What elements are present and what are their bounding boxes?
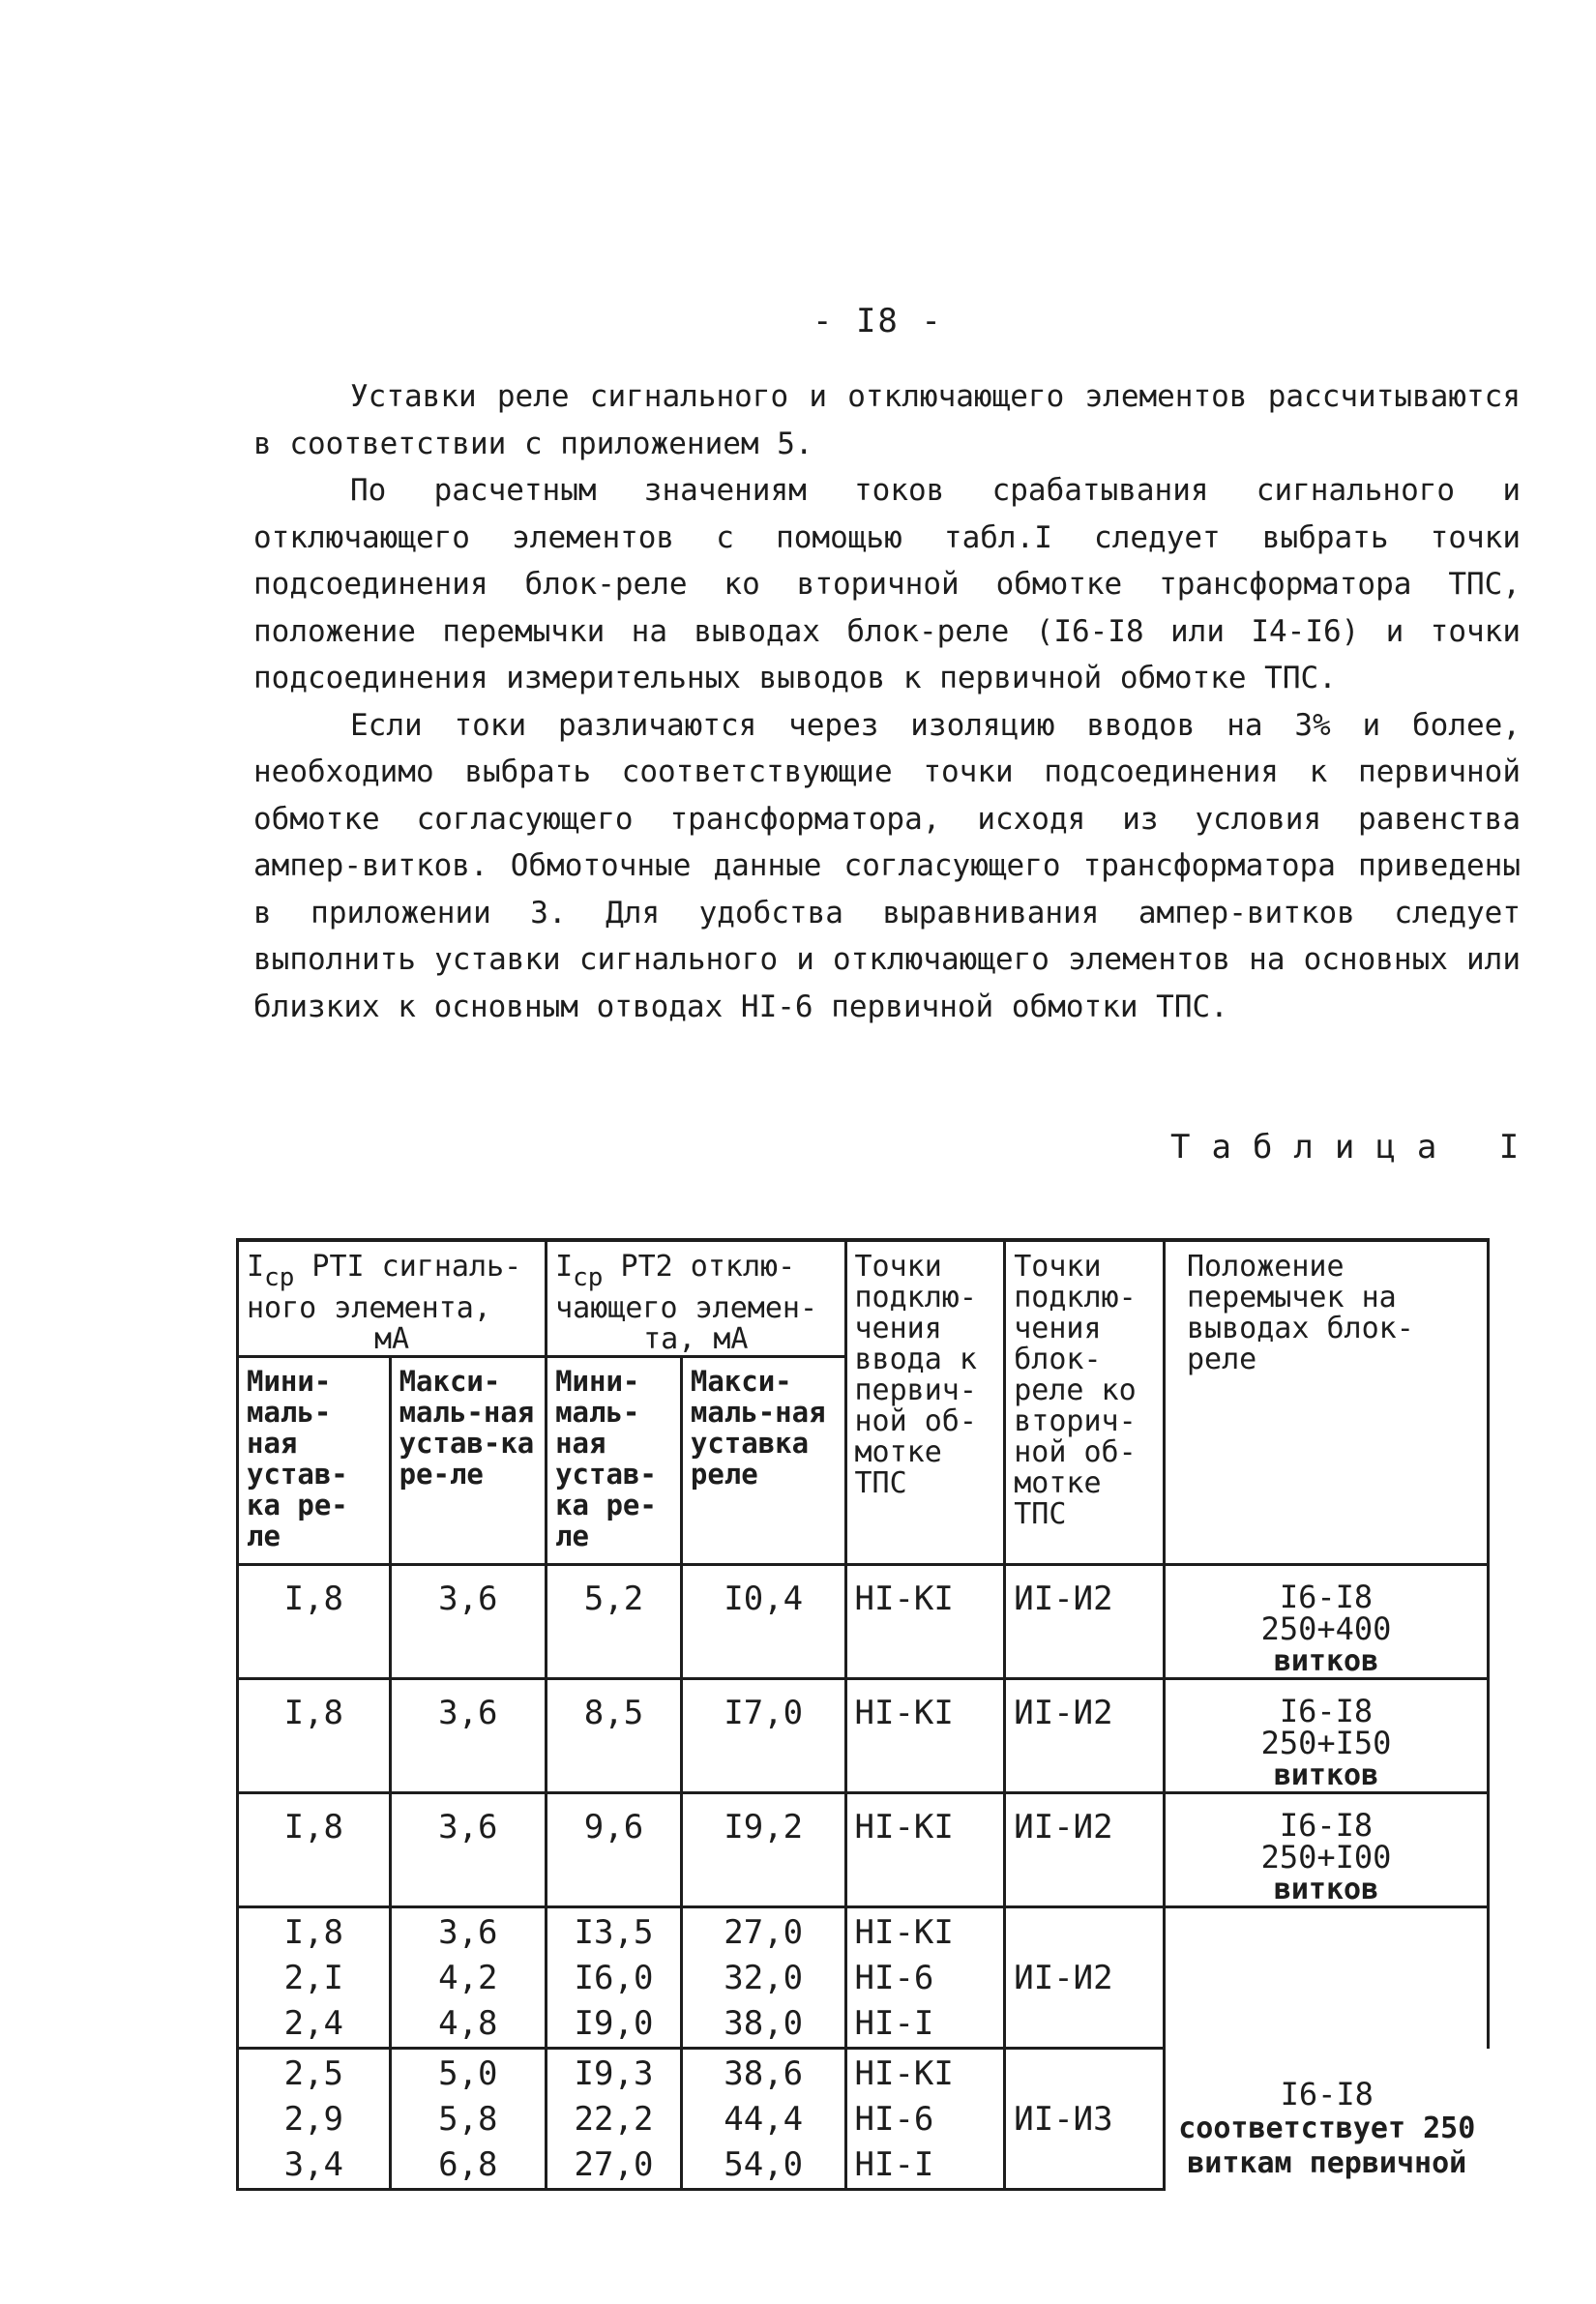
table-row — [238, 1679, 1489, 1793]
cell-sig-min: I,8 — [238, 1679, 391, 1793]
cell-sig-max: 3,6 4,2 4,8 — [390, 1907, 547, 2049]
subheader-signal-min: Мини-маль-ная устав-ка ре-ле — [238, 1357, 391, 1565]
table-row — [238, 2049, 1489, 2190]
cell-sig-min: I,8 2,I 2,4 — [238, 1907, 391, 2049]
cell-sig-min: I,8 — [238, 1793, 391, 1907]
cell-block: ИI-И2 — [1005, 1679, 1165, 1793]
subheader-trip-min: Мини-маль-ная устав-ка ре-ле — [547, 1357, 682, 1565]
cell-input: HI-KI — [845, 1679, 1005, 1793]
cell-position: I6-I8 250+400 витков — [1165, 1565, 1489, 1679]
cell-sig-min: 2,5 2,9 3,4 — [238, 2049, 391, 2190]
table-caption: Таблица I — [1170, 1128, 1541, 1167]
cell-position-empty — [1165, 1907, 1489, 2049]
cell-trip-min: I3,5 I6,0 I9,0 — [547, 1907, 682, 2049]
cell-trip-max: I9,2 — [681, 1793, 845, 1907]
cell-position-merged: I6-I8 соответствует 250 виткам первичной — [1165, 2049, 1489, 2190]
cell-trip-min: 9,6 — [547, 1793, 682, 1907]
cell-trip-max: 38,6 44,4 54,0 — [681, 2049, 845, 2190]
cell-trip-min: 5,2 — [547, 1565, 682, 1679]
cell-input: HI-KI — [845, 1793, 1005, 1907]
table-row — [238, 1907, 1489, 2049]
header-jumper-position: Положение перемычек на выводах блок-реле — [1165, 1240, 1489, 1565]
table-row — [238, 1793, 1489, 1907]
header-block-points: Точки подклю-чения блок-реле ко вторич-ной об-мотке ТПС — [1005, 1240, 1165, 1565]
cell-sig-max: 3,6 — [390, 1565, 547, 1679]
subheader-signal-max: Макси-маль-ная устав-ка ре-ле — [390, 1357, 547, 1565]
cell-sig-min: I,8 — [238, 1565, 391, 1679]
cell-trip-max: I0,4 — [681, 1565, 845, 1679]
cell-input: HI-KI HI-6 HI-I — [845, 2049, 1005, 2190]
cell-block: ИI-И2 — [1005, 1565, 1165, 1679]
cell-position: I6-I8 250+I50 витков — [1165, 1679, 1489, 1793]
page-number: - I8 - — [813, 302, 943, 340]
cell-block: ИI-И2 — [1005, 1907, 1165, 2049]
cell-trip-min: I9,3 22,2 27,0 — [547, 2049, 682, 2190]
header-trip-current: Iср PT2 отклю- чающего элемен- та, мА — [547, 1240, 845, 1357]
cell-sig-max: 3,6 — [390, 1793, 547, 1907]
header-input-points: Точки подклю-чения ввода к первич-ной об-мотке ТПС — [845, 1240, 1005, 1565]
cell-sig-max: 5,0 5,8 6,8 — [390, 2049, 547, 2190]
cell-block: ИI-И3 — [1005, 2049, 1165, 2190]
subheader-trip-max: Макси-маль-ная уставка реле — [681, 1357, 845, 1565]
cell-input: HI-KI HI-6 HI-I — [845, 1907, 1005, 2049]
cell-sig-max: 3,6 — [390, 1679, 547, 1793]
cell-block: ИI-И2 — [1005, 1793, 1165, 1907]
cell-trip-min: 8,5 — [547, 1679, 682, 1793]
paragraph-1: Уставки реле сигнального и отключающего элементов рассчитываются в соответствии с приложением 5. — [253, 379, 1521, 461]
header-signal-current: Iср PTI сигналь- ного элемента, мА — [238, 1240, 547, 1357]
paragraph-3: Если токи различаются через изоляцию вводов на 3% и более, необходимо выбрать соответствующие точки подсоединения к первичной обмотке согласующего трансформатора, исходя из условия равенства ампер-витков. Обмоточные данные согласующего трансформатора приведены в приложении 3. Для удобства выравнивания ампер-витков следует выполнить уставки сигнального и отключающего элементов на основных или близких к основным отводах HI-6 первичной обмотки ТПС. — [253, 707, 1521, 1024]
body-text — [253, 373, 1521, 1030]
cell-trip-max: 27,0 32,0 38,0 — [681, 1907, 845, 2049]
cell-position: I6-I8 250+I00 витков — [1165, 1793, 1489, 1907]
cell-trip-max: I7,0 — [681, 1679, 845, 1793]
cell-input: HI-KI — [845, 1565, 1005, 1679]
paragraph-2: По расчетным значениям токов срабатывания сигнального и отключающего элементов с помощью табл.I следует выбрать точки подсоединения блок-реле ко вторичной обмотке трансформатора ТПС, положение перемычки на выводах блок-реле (I6-I8 или I4-I6) и точки подсоединения измерительных выводов к первичной обмотке ТПС. — [253, 473, 1521, 695]
settings-table — [236, 1238, 1490, 2191]
table-row — [238, 1565, 1489, 1679]
